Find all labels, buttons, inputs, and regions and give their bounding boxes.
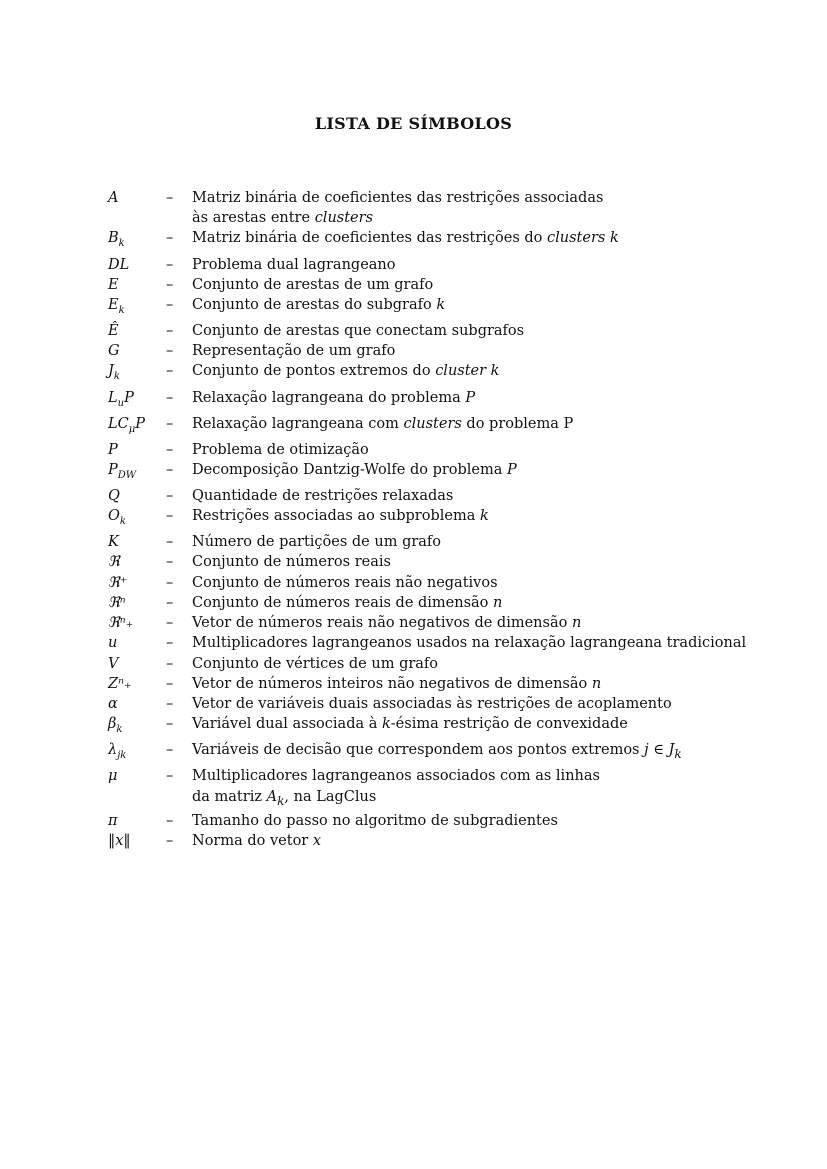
description: Conjunto de arestas de um grafo <box>192 276 434 293</box>
description: Conjunto de vértices de um grafo <box>192 655 439 672</box>
description: Quantidade de restrições relaxadas <box>192 487 454 504</box>
description: Multiplicadores lagrangeanos usados na relaxação lagrangeana tradicional <box>192 635 747 652</box>
dash: – <box>166 812 174 829</box>
dash: – <box>166 415 174 432</box>
symbol: $L_uP$ <box>108 389 134 409</box>
description: Número de partições de um grafo <box>192 534 442 551</box>
list-item <box>108 295 752 321</box>
list-item <box>108 486 752 506</box>
dash: – <box>166 594 174 611</box>
symbol: Q <box>108 487 120 504</box>
description: Vetor de variáveis duais associadas às restrições de acoplamento <box>192 695 672 712</box>
symbol: μ <box>108 768 118 785</box>
symbol: ℜⁿ <box>108 594 126 611</box>
symbol: Ê <box>108 323 119 339</box>
description: Relaxação lagrangeana com clusters do problema P <box>192 415 574 432</box>
dash: – <box>166 768 174 785</box>
description: Decomposição Dantzig-Wolfe do problema P <box>192 461 517 478</box>
list-item <box>108 506 752 532</box>
dash: – <box>166 296 174 313</box>
description: Problema dual lagrangeano <box>192 256 396 273</box>
list-item <box>108 460 752 486</box>
symbol: α <box>108 695 118 712</box>
list-item <box>108 188 752 208</box>
symbol-list <box>108 188 752 851</box>
symbol: ℜⁿ₊ <box>108 615 134 632</box>
symbol: P <box>108 441 118 458</box>
dash: – <box>166 230 174 247</box>
list-item <box>108 811 752 831</box>
dash: – <box>166 323 174 339</box>
dash: – <box>166 256 174 273</box>
symbol: DL <box>108 256 130 273</box>
dash: – <box>166 574 174 591</box>
description: Tamanho do passo no algoritmo de subgradientes <box>192 812 558 829</box>
description: Matriz binária de coeficientes das restrições associadas <box>192 190 604 206</box>
symbol: $\beta_k$ <box>108 716 123 735</box>
description: Conjunto de números reais não negativos <box>192 574 498 591</box>
dash: – <box>166 742 174 759</box>
symbol: E <box>108 276 119 293</box>
symbol: u <box>108 635 118 652</box>
list-item <box>108 573 752 593</box>
list-item <box>108 275 752 295</box>
description: Relaxação lagrangeana do problema P <box>192 389 476 406</box>
dash: – <box>166 832 174 849</box>
description: Matriz binária de coeficientes das restrições do clusters k <box>192 230 619 247</box>
symbol: $O_k$ <box>108 508 126 528</box>
symbol: $\lambda_{jk}$ <box>108 742 127 762</box>
list-item <box>108 740 752 766</box>
dash: – <box>166 534 174 551</box>
description: Multiplicadores lagrangeanos associados com as linhas <box>192 768 600 785</box>
description: Restrições associadas ao subproblema k <box>192 508 489 525</box>
dash: – <box>166 487 174 504</box>
description: Conjunto de pontos extremos do cluster k <box>192 363 500 380</box>
symbol: $P_{DW}$ <box>108 461 137 481</box>
dash: – <box>166 190 174 206</box>
description-continuation: da matriz $A_k$, na LagClus <box>192 788 377 808</box>
dash: – <box>166 389 174 406</box>
list-item <box>108 532 752 552</box>
list-item <box>108 440 752 460</box>
description: Conjunto de números reais <box>192 554 391 571</box>
description: Vetor de números reais não negativos de dimensão n <box>192 615 582 632</box>
symbol: $J_k$ <box>108 363 120 383</box>
symbol: ℜ <box>108 554 120 571</box>
dash: – <box>166 343 174 360</box>
description: Representação de um grafo <box>192 343 396 360</box>
page-title: LISTA DE SÍMBOLOS <box>314 114 513 133</box>
symbol: V <box>108 655 119 672</box>
list-item <box>108 228 752 254</box>
description: Variável dual associada à k-ésima restrição de convexidade <box>192 716 628 733</box>
dash: – <box>166 675 174 692</box>
list-item <box>108 341 752 361</box>
description-continuation: às arestas entre clusters <box>192 210 374 227</box>
list-item <box>108 654 752 674</box>
list-item <box>108 255 752 275</box>
list-item <box>108 321 752 341</box>
dash: – <box>166 461 174 478</box>
symbol: Zⁿ₊ <box>108 675 132 692</box>
dash: – <box>166 615 174 632</box>
description: Problema de otimização <box>192 441 369 458</box>
list-item <box>108 674 752 694</box>
list-item <box>108 633 752 653</box>
description: Norma do vetor x <box>192 832 322 849</box>
dash: – <box>166 276 174 293</box>
symbol: ℜ⁺ <box>108 574 128 591</box>
dash: – <box>166 716 174 733</box>
list-item <box>108 714 752 740</box>
list-item <box>108 414 752 440</box>
symbol: K <box>108 534 119 551</box>
symbol: $E_k$ <box>108 296 125 316</box>
description: Variáveis de decisão que correspondem aos pontos extremos j ∈ $J_k$ <box>192 742 682 762</box>
dash: – <box>166 635 174 652</box>
list-item <box>108 694 752 714</box>
dash: – <box>166 655 174 672</box>
dash: – <box>166 441 174 458</box>
description: Conjunto de arestas do subgrafo k <box>192 296 446 313</box>
dash: – <box>166 554 174 571</box>
description: Conjunto de números reais de dimensão n <box>192 594 503 611</box>
symbol: A <box>108 190 119 206</box>
list-item <box>108 613 752 633</box>
list-item <box>108 766 752 786</box>
symbol: $LC_\mu P$ <box>108 415 145 435</box>
dash: – <box>166 363 174 380</box>
dash: – <box>166 508 174 525</box>
list-item <box>108 831 752 851</box>
symbol: G <box>108 343 120 360</box>
dash: – <box>166 695 174 712</box>
symbol: $B_k$ <box>108 230 125 250</box>
symbol: π <box>108 812 118 829</box>
list-item <box>108 388 752 414</box>
description: Conjunto de arestas que conectam subgrafos <box>192 323 525 339</box>
description: Vetor de números inteiros não negativos de dimensão n <box>192 675 602 692</box>
list-item <box>108 552 752 572</box>
list-item <box>108 361 752 387</box>
list-item <box>108 593 752 613</box>
symbol: ‖x‖ <box>108 832 131 849</box>
